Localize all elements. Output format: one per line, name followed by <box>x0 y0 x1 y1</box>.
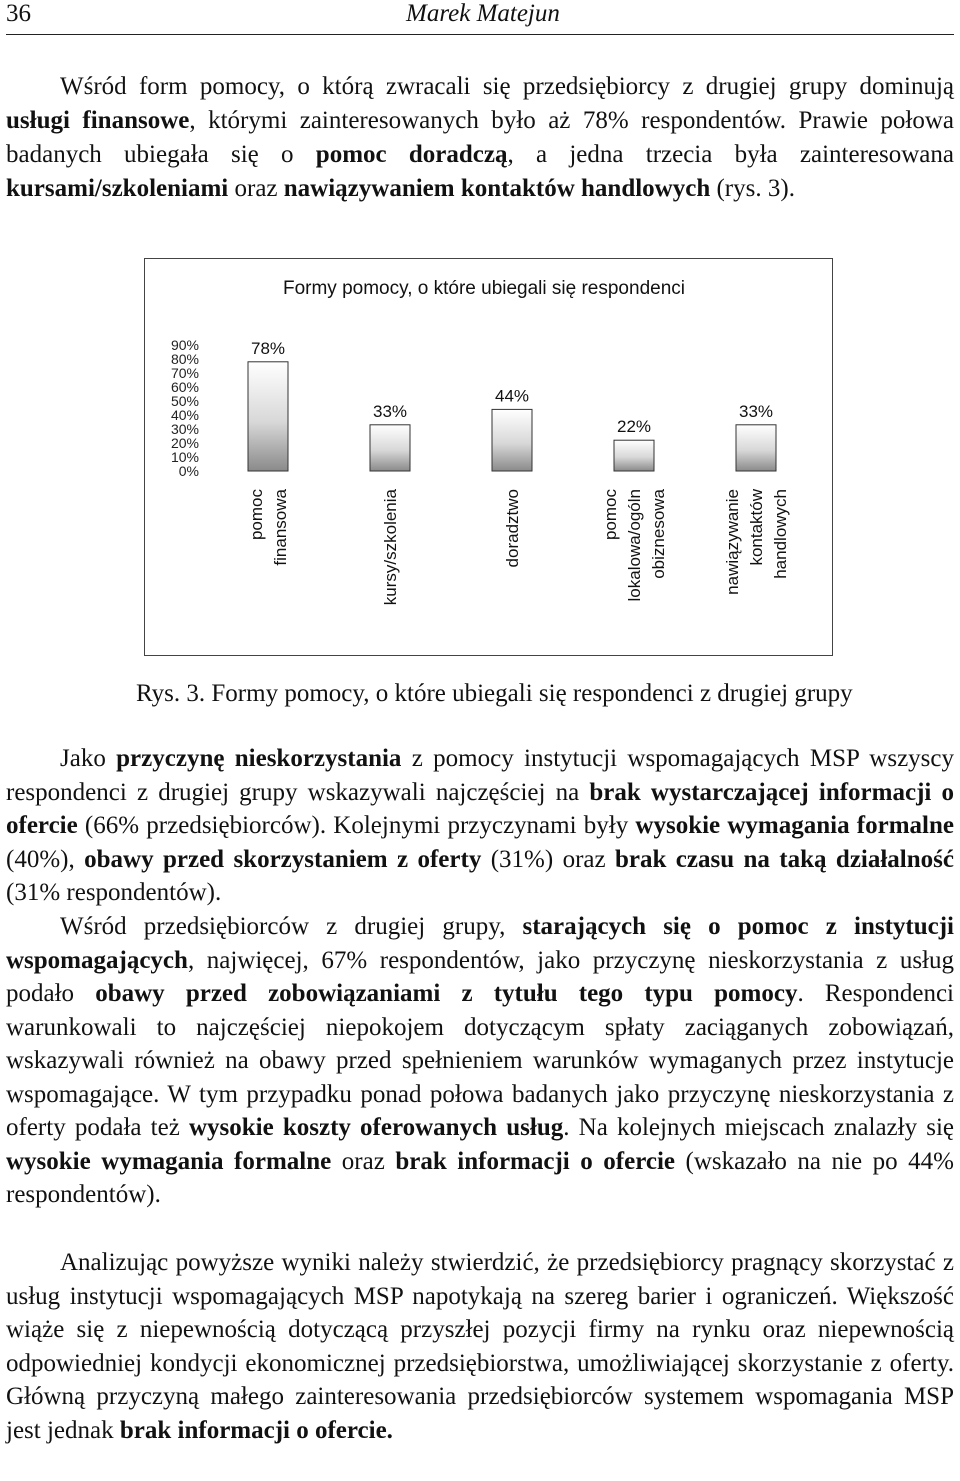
category-label <box>247 488 290 565</box>
category-label-line: finansowa <box>271 489 290 566</box>
bar-value-label: 33% <box>372 401 408 421</box>
bold-run: nawiązywaniem kontaktów handlowych <box>283 175 711 202</box>
text-run: Analizując powyższe wyniki należy stwierdzić, że przedsiębiorcy pragnący skorzystać z usług instytucji wspomagających MSP napotykają na szereg barier i ograniczeń. Większość wiąże się z niepewnością dotyczącą przyszłej pozycji firmy na rynku oraz niepewnością odpowiedniej kondycji ekonomicznej przedsiębiorstwa, umożliwiającej skorzystanie z oferty. Główną przyczyną małego zainteresowania przedsiębiorców systemem wspomagania MSP jest jednak <box>6 1249 954 1444</box>
bold-run: brak informacji o ofercie <box>395 1147 676 1175</box>
category-label-line: handlowych <box>771 489 790 579</box>
category-label-line: obiznesowa <box>649 489 668 579</box>
text-run: , a jedna trzecia była zainteresowana <box>507 141 954 168</box>
text-run: oraz <box>331 1147 396 1175</box>
text-run: Wśród przedsiębiorców z drugiej grupy, <box>60 913 523 940</box>
bold-run: brak informacji o ofercie. <box>119 1416 393 1444</box>
paragraph-reasons <box>6 742 954 910</box>
text-run: . Na kolejnych miejscach znalazły się <box>563 1114 955 1141</box>
y-tick-label: 30% <box>170 421 199 437</box>
text-run: (rys. 3). <box>710 175 795 202</box>
text-run: , którymi zainteresowanych było aż 78% respondentów. Prawie połowa badanych ubiegała się o <box>6 107 955 168</box>
text-run: (31% respondentów). <box>6 879 222 906</box>
page-header <box>6 0 954 35</box>
bold-run: brak czasu na taką działalność <box>615 845 954 873</box>
bold-run: usługi finansowe <box>6 107 190 134</box>
figure-caption: Rys. 3. Formy pomocy, o które ubiegali się respondenci z drugiej grupy <box>136 680 853 707</box>
y-tick-label: 40% <box>170 407 199 423</box>
bold-run: wysokie wymagania formalne <box>635 812 954 839</box>
text-run: Wśród form pomocy, o którą zwracali się przedsiębiorcy z drugiej grupy dominują <box>60 73 954 100</box>
y-tick-label: 50% <box>170 393 199 409</box>
category-label-line: pomoc <box>247 489 266 541</box>
y-tick-label: 90% <box>170 337 199 353</box>
category-label-line: kontaktów <box>747 489 766 566</box>
page-number: 36 <box>6 0 31 27</box>
bar-chart-svg <box>145 259 832 655</box>
bold-run: kursami/szkoleniami <box>6 175 229 202</box>
y-tick-label: 20% <box>170 435 199 451</box>
bar <box>370 425 410 471</box>
bold-run: pomoc doradczą <box>315 141 508 168</box>
bold-run: brak wystarczającej informacji o ofercie <box>6 778 954 839</box>
bold-run: starających się o pomoc z instytucji wspomagających <box>6 913 954 974</box>
y-tick-label: 10% <box>170 449 199 465</box>
category-label <box>503 489 522 567</box>
category-label <box>601 488 668 601</box>
text-run: z pomocy instytucji wspomagających MSP wszyscy respondenci z drugiej grupy wskazywali najczęściej na <box>6 745 954 806</box>
bold-run: wysokie koszty oferowanych usług <box>188 1114 564 1141</box>
text-run: oraz <box>228 175 284 202</box>
category-label-line: pomoc <box>601 489 620 541</box>
y-tick-label: 80% <box>170 351 199 367</box>
paragraph-conclusion <box>6 1246 954 1447</box>
bar-value-label: 44% <box>494 386 530 406</box>
text-run: (wskazało na nie po 44% respondentów). <box>6 1147 954 1208</box>
category-label-line: lokalowa/ogóln <box>625 489 644 602</box>
text-run: . Respondenci warunkowali to najczęściej niepokojem dotyczącym spłaty zaciąganych zobowiązań, wskazywali również na obawy przed spełnieniem warunków wymaganych przez instytucje wspomagające. W tym przypadku ponad połowa badanych jako przyczynę nieskorzystania z oferty podała też <box>6 980 954 1141</box>
bar-chart <box>144 258 833 656</box>
paragraph-second-group <box>6 910 954 1212</box>
bold-run: przyczynę nieskorzystania <box>116 745 402 772</box>
text-run: (40%), <box>6 845 85 873</box>
text-run: , najwięcej, 67% respondentów, jako przyczynę nieskorzystania z usług podało <box>6 946 954 1007</box>
bar-value-label: 22% <box>616 417 652 437</box>
category-label-line: nawiązywanie <box>723 489 742 595</box>
category-label-line: kursy/szkolenia <box>381 489 400 606</box>
bar <box>492 409 532 471</box>
y-tick-label: 70% <box>170 365 199 381</box>
chart-title: Formy pomocy, o które ubiegali się respondenci <box>282 278 686 299</box>
category-label <box>723 488 790 595</box>
bar <box>248 362 288 471</box>
paragraph-forms-of-help <box>6 70 954 206</box>
bar-value-label: 78% <box>250 338 286 358</box>
bar <box>736 425 776 471</box>
y-tick-label: 0% <box>178 463 199 479</box>
text-run: (31%) oraz <box>481 845 615 873</box>
bold-run: obawy przed zobowiązaniami z tytułu tego typu pomocy <box>95 980 798 1007</box>
bold-run: wysokie wymagania formalne <box>6 1147 332 1175</box>
running-head-author: Marek Matejun <box>406 0 560 27</box>
text-run: (66% przedsiębiorców). Kolejnymi przyczynami były <box>77 812 636 839</box>
bar-value-label: 33% <box>738 401 774 421</box>
bar <box>614 440 654 471</box>
category-label <box>381 488 400 605</box>
category-label-line: doradztwo <box>503 489 522 568</box>
y-tick-label: 60% <box>170 379 199 395</box>
bold-run: obawy przed skorzystaniem z oferty <box>84 845 482 873</box>
text-run: Jako <box>60 745 117 772</box>
